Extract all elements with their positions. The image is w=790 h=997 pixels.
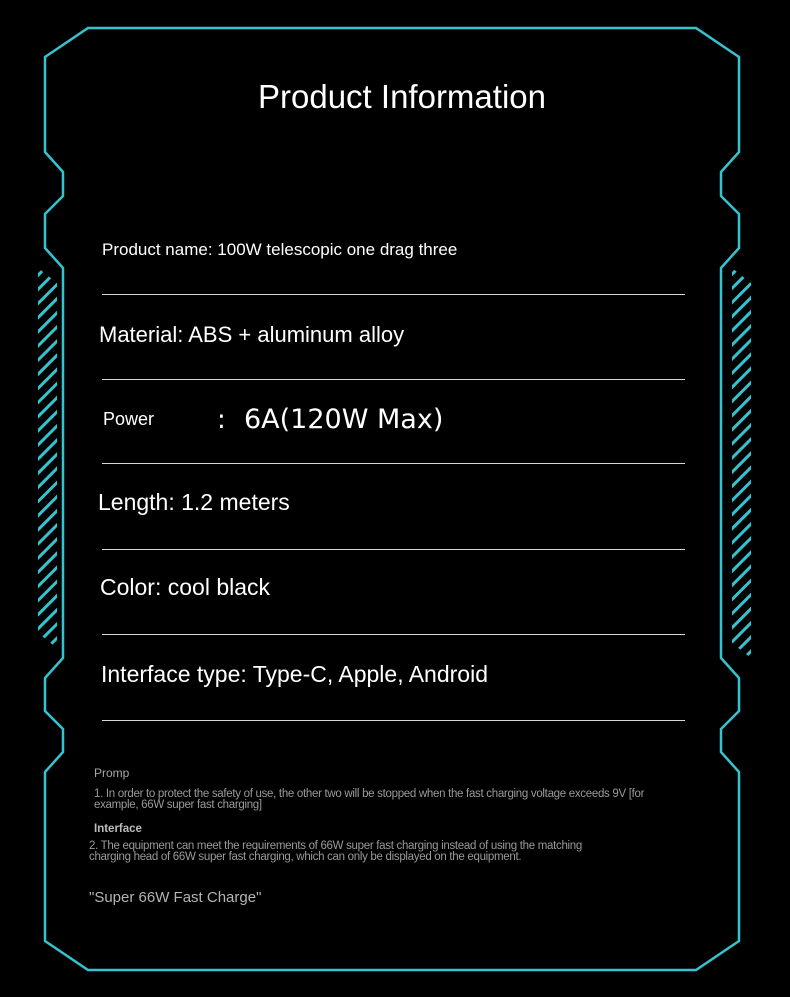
- material-text: Material: ABS + aluminum alloy: [99, 322, 405, 347]
- spec-row-color: [102, 565, 685, 635]
- note-1-line-1: 1. In order to protect the safety of use, the other two will be stopped when the fast charging voltage exceeds 9V [for: [94, 788, 645, 800]
- prompt-heading: Promp: [94, 766, 130, 780]
- right-stripe-rail: [732, 268, 751, 658]
- spec-row-power: [102, 395, 685, 464]
- note-1: [94, 789, 644, 811]
- product-name-text: Product name: 100W telescopic one drag three: [102, 240, 458, 259]
- spec-row-length: [98, 480, 685, 550]
- power-label: Power: [103, 409, 155, 429]
- color-text: Color: cool black: [100, 574, 271, 600]
- spec-row-product-name: [102, 226, 685, 295]
- length-text: Length: 1.2 meters: [98, 489, 290, 515]
- note-2-line-2: charging head of 66W super fast charging, which can only be displayed on the equipment.: [89, 851, 522, 863]
- spec-row-material: [99, 310, 685, 380]
- note-2-line-1: 2. The equipment can meet the requirements of 66W super fast charging instead of using the matching: [89, 840, 583, 852]
- tagline: "Super 66W Fast Charge": [89, 889, 262, 906]
- left-stripe-rail: [38, 268, 57, 648]
- page-title: Product Information: [258, 78, 546, 115]
- spec-row-interface-type: [102, 651, 685, 721]
- power-value: 6A(120W Max): [244, 404, 444, 435]
- note-2: [89, 841, 582, 863]
- interface-type-text: Interface type: Type-C, Apple, Android: [101, 661, 488, 687]
- power-separator: :: [217, 405, 226, 435]
- interface-heading: Interface: [94, 823, 142, 835]
- note-1-line-2: example, 66W super fast charging]: [94, 799, 262, 811]
